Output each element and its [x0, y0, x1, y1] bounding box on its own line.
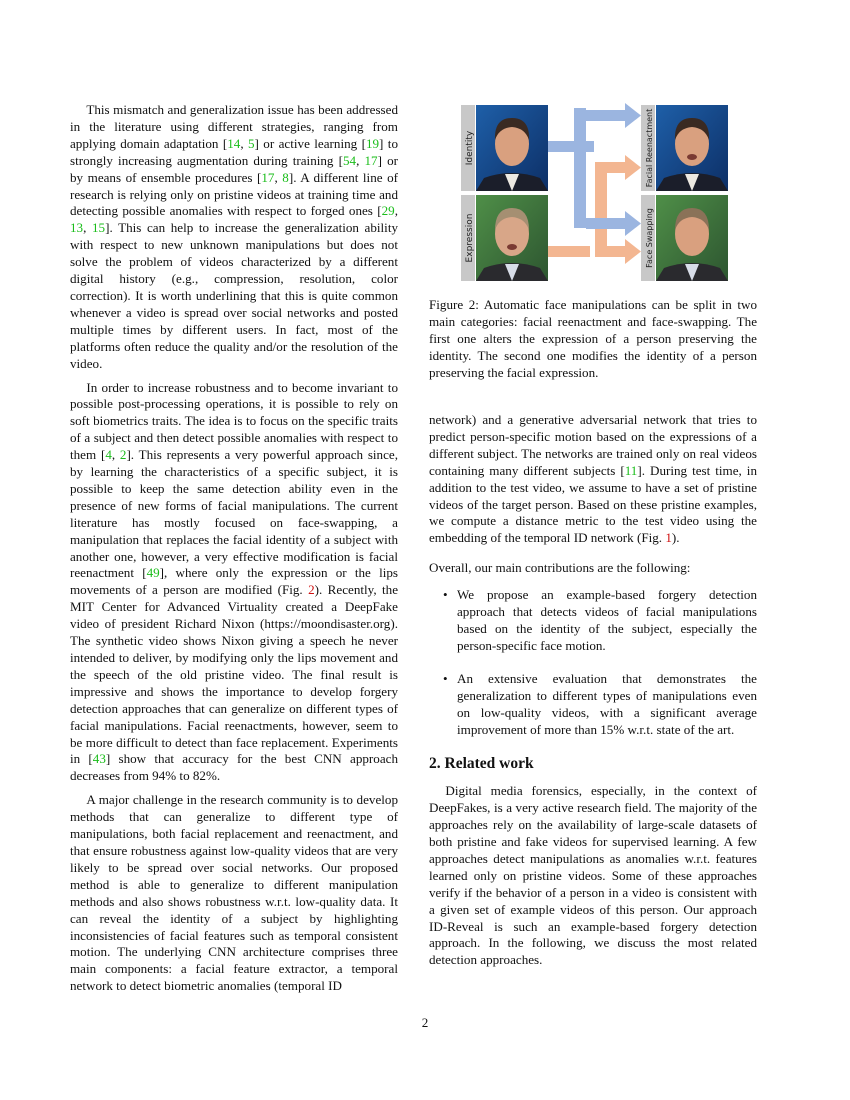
expression-face-image	[476, 195, 548, 281]
expression-arrows	[548, 155, 641, 264]
figure-2	[429, 100, 757, 290]
citation-link[interactable]: 13	[70, 220, 84, 236]
figure-2-caption: Figure 2: Automatic face manipulations can be split in two main categories: facial reenactment and face-swapping. The first one alters the expression of a person preserving the identity. The second one modifies the identity of a person preserving the facial expression.	[429, 297, 757, 380]
paragraph-major-challenge: A major challenge in the research community is to develop methods that can generalize to different type of manipulations, both facial replacement and reenactment, and that ensure robustness against low-quality videos that are very likely to be spread over social networks. Our proposed method is able to generalize to different manipulation methods and also shows robustness w.r.t. low-quality data. It can reveal the identity of a subject by highlighting inconsistencies of facial features such as temporal consistent motion. The underlying CNN architecture comprises three main components: a facial feature extractor, a temporal network to detect biometric anomalies (temporal ID	[70, 792, 398, 994]
paragraph-soft-biometrics: In order to increase robustness and to become invariant to possible post-processing operations, it is possible to rely on soft biometrics traits. The idea is to focus on the specific traits of a subject and then detect possible anomalies with respect to them [4, 2]. This represents a very powerful approach since, by learning the characteristics of a specific subject, it is possible to keep the same detection ability even in the presence of new forms of facial manipulations. The current literature has mostly focused on face-swapping, a manipulation that replaces the facial identity of a subject with another one, however, a very effective modification is facial reenactment [49], where only the expression or the lips movements of a person are modified (Fig. 2). Recently, the MIT Center for Advanced Virtuality created a DeepFake video of president Richard Nixon (https://moondisaster.org). The synthetic video shows Nixon giving a speech he never intended to deliver, by modifying only the lips movement and the speech of the old pristine video. The final result is impressive and shows the importance to develop forgery detection approaches that can generalize on different types of facial manipulations. Facial reenactments, however, seem to be more difficult to detect than face replacement. Experiments in [43] show that accuracy for the best CNN approach decreases from 94% to 82%.	[70, 379, 399, 784]
citation-link[interactable]: 43	[92, 751, 106, 767]
citation-link[interactable]: 15	[91, 220, 106, 236]
swapping-label: Face Swapping	[645, 208, 654, 268]
citation-link[interactable]: 29	[381, 203, 395, 219]
citation-link[interactable]: 8	[282, 169, 289, 185]
identity-face-image	[476, 105, 548, 191]
reenactment-face-image	[656, 105, 728, 191]
page-number: 2	[421, 1015, 429, 1030]
face-manipulation-diagram	[429, 100, 757, 290]
right-column	[429, 412, 757, 969]
contributions-list	[429, 587, 757, 738]
citation-link[interactable]: 49	[146, 565, 160, 581]
citation-link[interactable]: 2	[119, 447, 127, 463]
citation-link[interactable]: 54	[342, 152, 357, 168]
section-heading-related-work: 2. Related work	[429, 755, 534, 773]
figure-reference-link[interactable]: 2	[308, 582, 315, 598]
citation-link[interactable]: 19	[365, 135, 380, 151]
paragraph-domain-adaptation: This mismatch and generalization issue has been addressed in the literature using different strategies, ranging from applying domain adaptation [14, 5] or active learning [19] to strongly increasing augmentation during training [54, 17] or by means of ensemble procedures [17, 8]. A different line of research is relying only on pristine videos at training time and detecting possible anomalies with respect to forged ones [29, 13, 15]. This can help to increase the generalization ability with respect to new unknown manipulations but does not solve the problem of videos characterized by a different digital history (e.g., compression, resolution, color correction). It is worth underlining that this is quite common whenever a video is spread over social networks and posted multiple times by different users. In fact, most of the platforms often reduce the quality and/or the resolution of the video.	[70, 102, 399, 371]
left-column	[70, 102, 398, 995]
reenactment-label: Facial Reenactment	[645, 108, 654, 188]
contribution-item: • An extensive evaluation that demonstrates the generalization to different types of manipulations even on low-quality videos, with a significant average improvement of more than 15% w.r.t. state of the art.	[457, 671, 757, 739]
citation-link[interactable]: 11	[624, 462, 638, 478]
contribution-item: • We propose an example-based forgery detection approach that detects videos of facial manipulations based on the identity of the subject, especially the person-specific face motion.	[457, 587, 757, 655]
swapping-face-image	[656, 195, 728, 281]
paragraph-contributions-intro: Overall, our main contributions are the following:	[429, 560, 691, 576]
identity-label: Identity	[465, 130, 475, 166]
expression-label: Expression	[465, 213, 475, 263]
citation-link[interactable]: 17	[364, 152, 378, 168]
citation-link[interactable]: 14	[227, 135, 241, 151]
paragraph-network-description: network) and a generative adversarial network that tries to predict person-specific motion based on the expressions of a different subject. The networks are trained only on real videos containing many different subjects [11]. During test time, in addition to the test video, we assume to have a set of pristine videos of the target person. Based on these pristine examples, we compute a distance metric to the test video using the embedding of the temporal ID network (Fig. 1).	[429, 412, 757, 546]
citation-link[interactable]: 4	[105, 447, 112, 463]
citation-link[interactable]: 5	[248, 135, 255, 151]
figure-reference-link[interactable]: 1	[665, 530, 672, 546]
paragraph-related-work: Digital media forensics, especially, in the context of DeepFakes, is a very active research field. The majority of the approaches rely on the availability of large-scale datasets of both pristine and fake videos for supervised learning. A few approaches detect manipulations as anomalies w.r.t. features learned only on pristine videos. Some of these approaches verify if the behavior of a person in a video is consistent with a given set of example videos of this person. Our approach ID-Reveal is such an example-based forgery detection approach. In the following, we discuss the most related detection approaches.	[429, 783, 757, 968]
citation-link[interactable]: 17	[261, 169, 275, 185]
